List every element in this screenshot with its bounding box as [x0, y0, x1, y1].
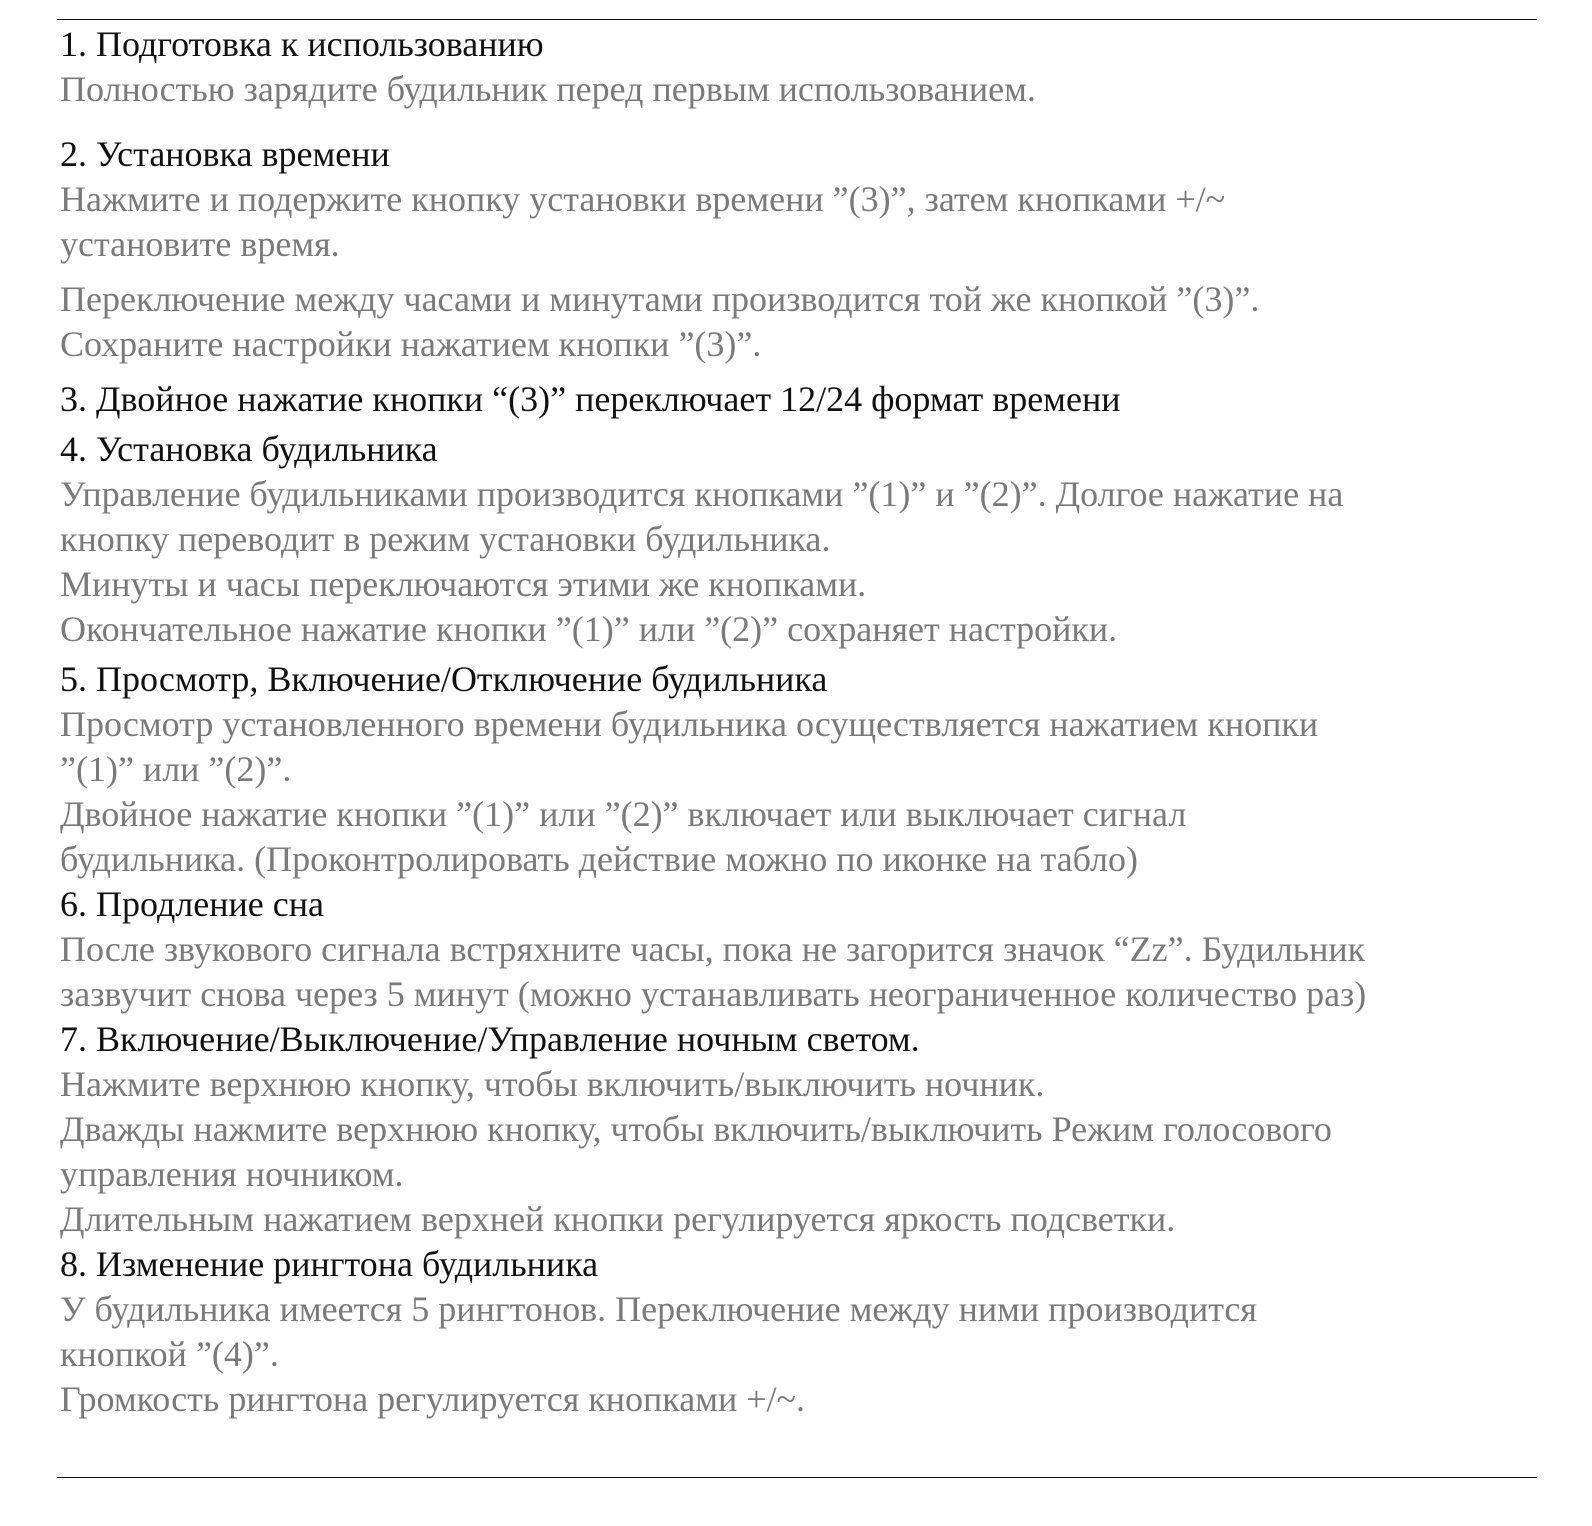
- instructions-document: [60, 22, 1540, 1422]
- section-text: Минуты и часы переключаются этими же кнопками.: [60, 564, 867, 604]
- section-text: кнопку переводит в режим установки будильника.: [60, 519, 831, 559]
- section-text: Просмотр установленного времени будильника осуществляется нажатием кнопки: [60, 704, 1319, 744]
- section-text: Сохраните настройки нажатием кнопки ”(3)”.: [60, 324, 762, 364]
- section-text: Управление будильниками производится кнопками ”(1)” и ”(2)”. Долгое нажатие на: [60, 474, 1344, 514]
- section-text: Нажмите верхнюю кнопку, чтобы включить/выключить ночник.: [60, 1064, 1045, 1104]
- section-night-light: [60, 1017, 1540, 1242]
- section-text: Дважды нажмите верхнюю кнопку, чтобы включить/выключить Режим голосового: [60, 1109, 1332, 1149]
- section-text: кнопкой ”(4)”.: [60, 1334, 279, 1374]
- section-text: Нажмите и подержите кнопку установки времени ”(3)”, затем кнопками +/~: [60, 179, 1226, 219]
- section-heading: 5. Просмотр, Включение/Отключение будильника: [60, 659, 828, 699]
- section-text: У будильника имеется 5 рингтонов. Переключение между ними производится: [60, 1289, 1257, 1329]
- section-preparation: [60, 22, 1540, 112]
- section-text: После звукового сигнала встряхните часы, пока не загорится значок “Zz”. Будильник: [60, 929, 1366, 969]
- section-time-setting: [60, 132, 1540, 367]
- section-time-format: [60, 377, 1540, 422]
- section-alarm-setting: [60, 427, 1540, 652]
- section-heading: 1. Подготовка к использованию: [60, 24, 544, 64]
- section-alarm-view-toggle: [60, 657, 1540, 882]
- section-text: ”(1)” или ”(2)”.: [60, 749, 292, 789]
- section-heading: 6. Продление сна: [60, 884, 324, 924]
- section-text: Громкость рингтона регулируется кнопками +/~.: [60, 1379, 806, 1419]
- section-heading: 8. Изменение рингтона будильника: [60, 1244, 599, 1284]
- section-heading: 4. Установка будильника: [60, 429, 438, 469]
- section-snooze: [60, 882, 1540, 1017]
- bottom-rule: [57, 1477, 1537, 1478]
- top-rule: [57, 19, 1537, 20]
- section-text: Двойное нажатие кнопки ”(1)” или ”(2)” включает или выключает сигнал: [60, 794, 1187, 834]
- section-heading: 7. Включение/Выключение/Управление ночным светом.: [60, 1019, 920, 1059]
- section-text: Переключение между часами и минутами производится той же кнопкой ”(3)”.: [60, 279, 1260, 319]
- section-text: будильника. (Проконтролировать действие можно по иконке на табло): [60, 839, 1138, 879]
- section-heading: 2. Установка времени: [60, 134, 390, 174]
- section-text: Окончательное нажатие кнопки ”(1)” или ”(2)” сохраняет настройки.: [60, 609, 1118, 649]
- section-heading: 3. Двойное нажатие кнопки “(3)” переключает 12/24 формат времени: [60, 379, 1121, 419]
- section-text: зазвучит снова через 5 минут (можно устанавливать неограниченное количество раз): [60, 974, 1367, 1014]
- section-text: Длительным нажатием верхней кнопки регулируется яркость подсветки.: [60, 1199, 1176, 1239]
- section-text: управления ночником.: [60, 1154, 404, 1194]
- section-text: Полностью зарядите будильник перед первым использованием.: [60, 69, 1036, 109]
- section-ringtone: [60, 1242, 1540, 1422]
- section-text: установите время.: [60, 224, 340, 264]
